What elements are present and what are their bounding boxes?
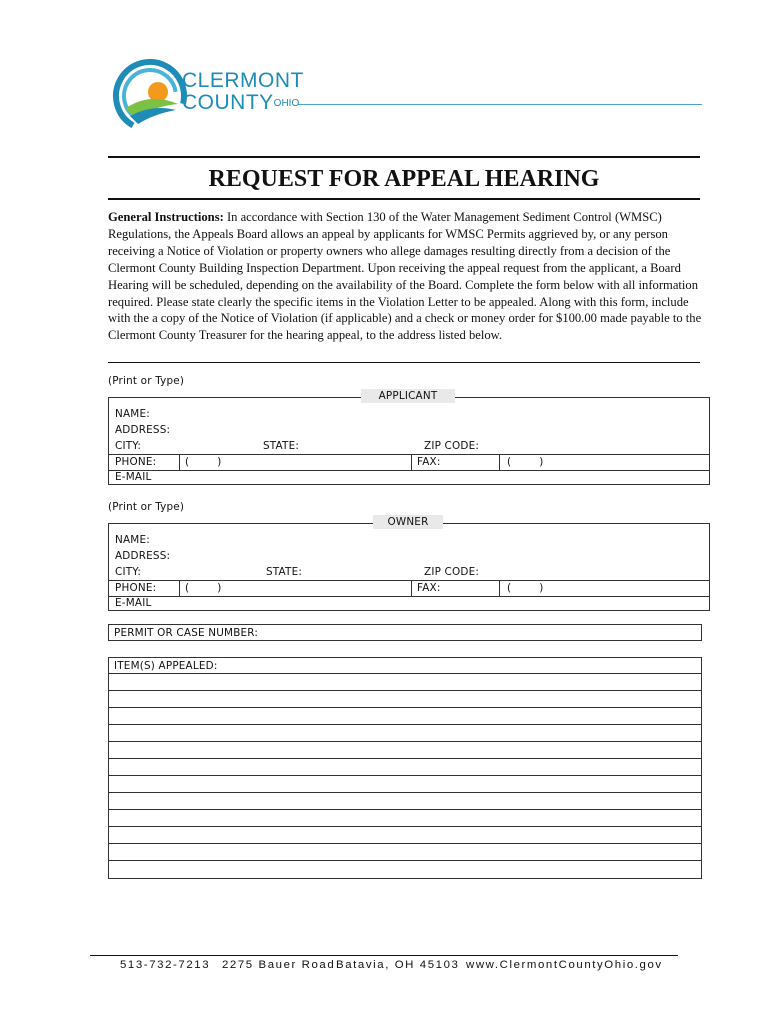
applicant-zip-field[interactable]: ZIP CODE: [424, 440, 480, 452]
page-title: REQUEST FOR APPEAL HEARING [208, 166, 600, 192]
permit-case-number-label: PERMIT OR CASE NUMBER: [114, 627, 259, 639]
footer-phone: 513-732-7213 [120, 959, 211, 971]
owner-name-field[interactable]: NAME: [115, 534, 150, 546]
items-appealed-row[interactable] [108, 826, 702, 843]
applicant-box [108, 390, 710, 485]
brand-name-line2 [182, 92, 299, 113]
applicant-row-divider [109, 470, 709, 471]
applicant-email-field[interactable]: E-MAIL [115, 471, 152, 483]
applicant-fax-divider [411, 454, 412, 470]
owner-city-field[interactable]: CITY: [115, 566, 142, 578]
applicant-fax-field[interactable]: ( ) [507, 456, 544, 468]
items-appealed-row[interactable] [108, 843, 702, 860]
applicant-fax-divider [499, 454, 500, 470]
owner-phone-divider [179, 580, 180, 596]
owner-row-divider [109, 596, 709, 597]
owner-box [108, 516, 710, 611]
owner-row-divider [109, 580, 709, 581]
owner-section-label: OWNER [373, 515, 443, 529]
items-appealed-row[interactable] [108, 860, 702, 877]
applicant-section-label: APPLICANT [361, 389, 455, 403]
applicant-city-field[interactable]: CITY: [115, 440, 142, 452]
clermont-county-logo-icon [112, 58, 188, 134]
applicant-fax-label: FAX: [417, 456, 441, 468]
owner-zip-field[interactable]: ZIP CODE: [424, 566, 480, 578]
items-appealed-row[interactable] [108, 758, 702, 775]
footer-address: 2275 Bauer Road [222, 959, 336, 971]
applicant-address-field[interactable]: ADDRESS: [115, 424, 171, 436]
footer-city: Batavia, OH 45103 [336, 959, 460, 971]
applicant-name-field[interactable]: NAME: [115, 408, 150, 420]
items-appealed-row[interactable] [108, 690, 702, 707]
instructions-lead: General Instructions: [108, 210, 224, 224]
owner-address-field[interactable]: ADDRESS: [115, 550, 171, 562]
owner-fax-divider [499, 580, 500, 596]
owner-fax-field[interactable]: ( ) [507, 582, 544, 594]
items-appealed-row[interactable] [108, 707, 702, 724]
items-appealed-row[interactable] [108, 673, 702, 690]
title-rule-bottom [108, 198, 700, 200]
owner-state-field[interactable]: STATE: [266, 566, 303, 578]
brand-name-line1: CLERMONT [182, 69, 304, 92]
title-rule-top [108, 156, 700, 158]
items-appealed-row[interactable] [108, 741, 702, 758]
footer-website-link[interactable]: www.ClermontCountyOhio.gov [466, 959, 663, 971]
owner-phone-field[interactable]: ( ) [185, 582, 222, 594]
general-instructions [108, 209, 704, 344]
items-appealed-row[interactable] [108, 775, 702, 792]
brand-ohio: OHIO [273, 98, 300, 109]
owner-email-field[interactable]: E-MAIL [115, 597, 152, 609]
applicant-row-divider [109, 454, 709, 455]
items-appealed-row[interactable] [108, 792, 702, 809]
brand-county: COUNTY [182, 91, 274, 114]
owner-print-note: (Print or Type) [108, 501, 185, 513]
instructions-rule [108, 362, 700, 363]
applicant-print-note: (Print or Type) [108, 375, 185, 387]
owner-fax-divider [411, 580, 412, 596]
applicant-state-field[interactable]: STATE: [263, 440, 300, 452]
instructions-body: In accordance with Section 130 of the Water Management Sediment Control (WMSC) Regulations, the Appeals Board allows an appeal by applicants for WMSC Permits aggrieved by, or any person receiving a Notice of Violation or property owners who allege damages resulting directly from a decision of the Clermont County Building Inspection Department. Upon receiving the appeal request from the applicant, a Board Hearing will be scheduled, depending on the availability of the Board. Complete the form below with all information required. Please state clearly the specific items in the Violation Letter to be appealed. Along with this form, include with the a copy of the Notice of Violation (if applicable) and a check or money order for $100.00 made payable to the Clermont County Treasurer for the hearing appeal, to the address listed below. [108, 210, 702, 343]
header-divider [298, 104, 702, 105]
footer-rule [90, 955, 678, 956]
items-appealed-row[interactable] [108, 809, 702, 826]
applicant-phone-divider [179, 454, 180, 470]
items-appealed-label: ITEM(S) APPEALED: [114, 660, 218, 672]
items-appealed-row[interactable] [108, 724, 702, 741]
owner-phone-label: PHONE: [115, 582, 157, 594]
owner-fax-label: FAX: [417, 582, 441, 594]
applicant-phone-label: PHONE: [115, 456, 157, 468]
applicant-phone-field[interactable]: ( ) [185, 456, 222, 468]
